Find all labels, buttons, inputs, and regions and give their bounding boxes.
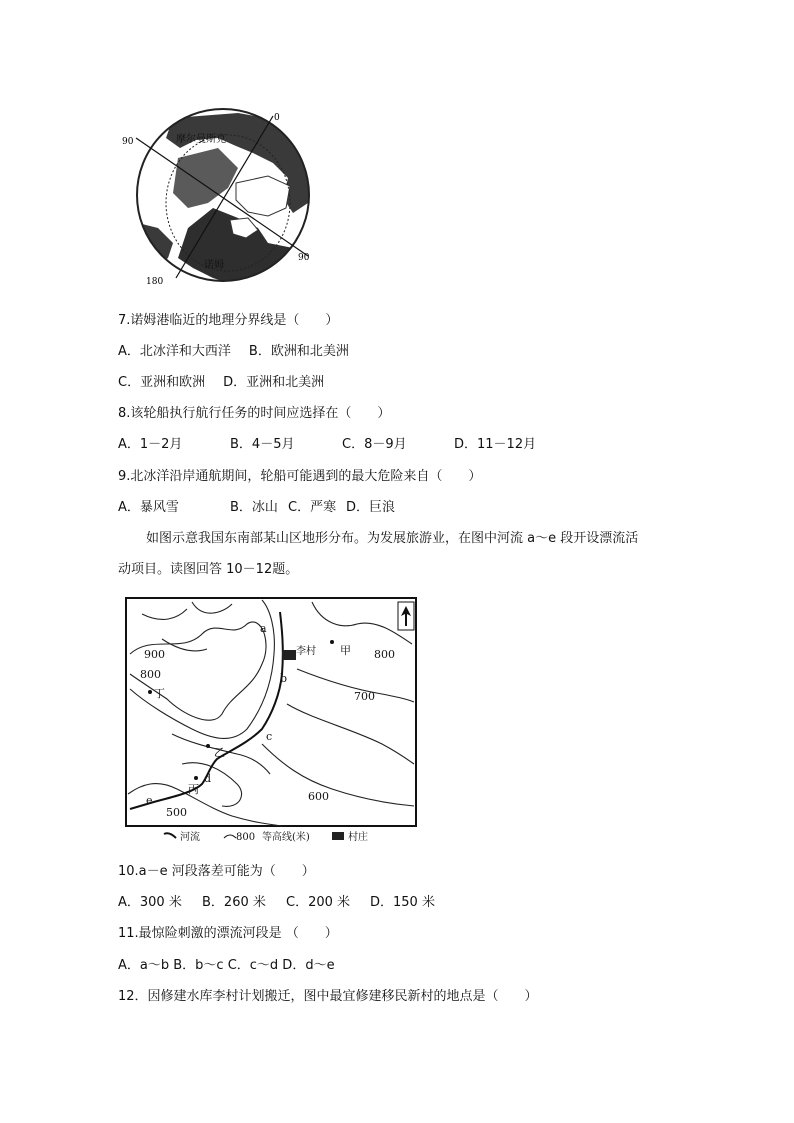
option-8a: A．1－2月 (118, 437, 183, 452)
option-9b: B．冰山 (230, 500, 278, 515)
place-yi: 乙 (214, 746, 225, 759)
contour-label-800-east: 800 (374, 648, 395, 661)
option-7c: C．亚洲和欧洲 (118, 375, 206, 390)
legend-contour: 等高线(米) (262, 832, 310, 843)
village-marker (282, 650, 296, 660)
polar-map (118, 108, 328, 293)
legend-contour-icon (224, 835, 236, 838)
option-9d: D．巨浪 (346, 500, 396, 515)
place-bing: 丙 (188, 783, 199, 796)
contour-label-800-west: 800 (140, 668, 161, 681)
point-a: a (260, 622, 267, 635)
question-10 (118, 863, 315, 881)
question-9-options (118, 499, 395, 517)
contour-map (122, 594, 422, 846)
question-11-options (118, 957, 335, 975)
lon-label-90-west: 90 (122, 137, 134, 147)
option-8c: C．8－9月 (342, 437, 407, 452)
option-8d: D．11－12月 (454, 437, 537, 452)
question-8-stem: 8.该轮船执行航行任务的时间应选择在（ ） (118, 406, 391, 421)
contour-label-500: 500 (166, 806, 187, 819)
legend-contour-sample: 800 (236, 832, 256, 843)
point-c: c (266, 730, 273, 743)
place-licun: 李村 (296, 646, 316, 657)
legend-river: 河流 (180, 832, 200, 843)
place-ding: 丁 (154, 687, 165, 700)
option-7a: A．北冰洋和大西洋 (118, 344, 231, 359)
question-12-stem: 12．因修建水库李村计划搬迁，图中最宜修建移民新村的地点是（ ） (118, 989, 538, 1004)
option-9a: A．暴风雪 (118, 500, 179, 515)
point-d: d (204, 772, 212, 785)
option-10b: B．260 米 (202, 895, 266, 910)
option-7b: B．欧洲和北美洲 (248, 344, 349, 359)
question-7-stem: 7.诺姆港临近的地理分界线是（ ） (118, 313, 339, 328)
question-10-stem: 10.a－e 河段落差可能为（ ） (118, 864, 315, 879)
option-7d: D．亚洲和北美洲 (223, 375, 325, 390)
question-10-options (118, 894, 435, 912)
intro-line-1: 如图示意我国东南部某山区地形分布。为发展旅游业，在图中河流 a～e 段开设漂流活 (146, 531, 639, 546)
murmansk-label: 摩尔曼斯克 (176, 134, 226, 145)
question-8 (118, 405, 390, 423)
intro-line-2: 动项目。读图回答 10－12题。 (118, 562, 299, 577)
option-10c: C．200 米 (286, 895, 351, 910)
lon-label-180: 180 (146, 277, 164, 287)
option-10a: A．300 米 (118, 895, 182, 910)
legend-river-icon (164, 833, 176, 838)
option-8b: B．4－5月 (230, 437, 295, 452)
legend-village-icon (332, 832, 344, 840)
question-9 (118, 468, 481, 486)
question-11 (118, 925, 338, 943)
contour-label-600: 600 (308, 790, 329, 803)
question-11-stem: 11.最惊险刺激的漂流河段是 （ ） (118, 926, 338, 941)
question-7 (118, 312, 338, 330)
question-7-options-row1 (118, 343, 349, 361)
point-b: b (280, 672, 288, 685)
question-12 (118, 988, 538, 1006)
contour-label-700: 700 (354, 690, 375, 703)
point-e: e (146, 794, 153, 807)
option-9c: C．严寒 (288, 500, 337, 515)
legend-village: 村庄 (348, 832, 368, 843)
contour-label-900: 900 (144, 648, 165, 661)
question-8-options (118, 436, 536, 454)
lon-label-90-east: 90 (298, 253, 310, 263)
option-10d: D．150 米 (370, 895, 435, 910)
question-9-stem: 9.北冰洋沿岸通航期间，轮船可能遇到的最大危险来自（ ） (118, 469, 482, 484)
question-11-options-text: A．a～b B．b～c C．c～d D．d～e (118, 958, 335, 973)
nome-label: 诺姆 (204, 260, 224, 271)
place-jia: 甲 (340, 644, 351, 657)
question-7-options-row2 (118, 374, 324, 392)
lon-label-0: 0 (274, 113, 280, 123)
